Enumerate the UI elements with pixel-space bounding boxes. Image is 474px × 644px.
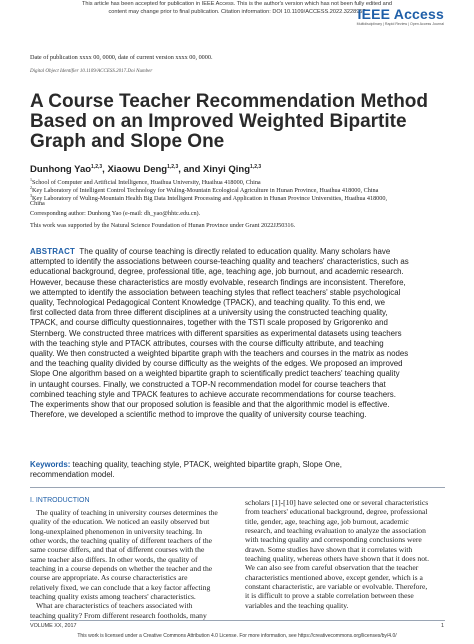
body-line: same course differs, and that of different courses with the <box>30 545 205 555</box>
volume-label: VOLUME XX, 2017 <box>30 623 77 629</box>
intro-heading: I. INTRODUCTION <box>30 497 90 504</box>
body-line: teaching quality exists among teachers' characteristics. <box>30 592 196 602</box>
author-2: , Xiaowu Deng <box>102 164 168 176</box>
journal-tagline: Multidisciplinary | Rapid Review | Open Access Journal <box>356 22 444 26</box>
author-1: Dunhong Yao <box>30 164 92 176</box>
body-line: constant characteristic, are variable or evolvable. Therefore, <box>245 582 428 592</box>
accepted-notice: This article has been accepted for publication in IEEE Access. This is the author's version which has not been fully edited and <box>81 1 393 7</box>
author-list <box>30 164 261 175</box>
body-line: teaching in a course depends on whether the teacher and the <box>30 564 213 574</box>
funding-note: This work was supported by the Natural Science Foundation of Hunan Province under Grant 2022JJ50316. <box>30 222 296 229</box>
abstract-line: However, because these characteristics are mostly evolvable, research findings are inconsistent. Therefore, <box>30 277 406 287</box>
body-line: same teacher also differs. In other words, the quality of <box>30 554 198 564</box>
body-line: quality of the education. We noticed an easily observed but <box>30 517 210 527</box>
abstract-line: and the teaching quality divided by course difficulty as the weights of the edges. We proposed an improved <box>30 359 403 369</box>
abstract-line: in untaught courses. Finally, we constructed a TOP-N recommendation model for course teachers that <box>30 379 386 389</box>
keywords-text: teaching quality, teaching style, PTACK, weighted bipartite graph, Slope One, <box>70 460 342 469</box>
abstract-line: quality. We then constructed a weighted bipartite graph with the teachers and courses in the matrix as nodes <box>30 349 409 359</box>
publication-dates: Date of publication xxxx 00, 0000, date of current version xxxx 00, 0000. <box>30 54 213 61</box>
body-line: from teachers' educational background, degree, professional <box>245 507 428 517</box>
body-line: course are appropriate. As course characteristics are <box>30 573 188 583</box>
abstract-line: The experiments show that our proposed solution is feasible and that the algorithmic model is effective. <box>30 400 390 410</box>
affiliation-3-cont: China <box>30 200 45 207</box>
author-2-sup: 1,2,3 <box>167 164 179 170</box>
section-divider <box>30 487 445 488</box>
author-3: , and Xinyi Qing <box>178 164 251 176</box>
body-line: drawn. Some studies have shown that it correlates with <box>245 544 413 554</box>
body-line: long-unexplained phenomenon in university teaching. In <box>30 526 203 536</box>
body-line: We can also see from careful observation that the teacher <box>245 563 419 573</box>
affiliation-text: Key Laboratory of Wuling-Mountain Health Big Data Intelligent Processing and Application in Hunan Province Universities, Huaihua 418000, <box>32 195 388 203</box>
author-3-sup: 1,2,3 <box>250 164 262 170</box>
license-line: This work is licensed under a Creative Commons Attribution 4.0 License. For more information, see https://creativecommons.org/licenses/by/4.0/ <box>77 633 397 639</box>
abstract-line: Slope One algorithm based on a weighted bipartite graph to scientifically predict teachers' teaching quality <box>30 369 400 379</box>
body-line: teaching quality? From different research footholds, many <box>30 610 207 620</box>
abstract-line: educational background, degree, professional title, age, teaching age, job burnout, and academic research. <box>30 267 404 277</box>
footer-divider <box>30 620 445 621</box>
journal-logo-text: IEEE Access <box>357 6 444 22</box>
affiliation-text: Key Laboratory of Intelligent Control Technology for Wuling-Mountain Ecological Agriculture in Hunan Province, Huaihua 418000, China <box>32 187 379 195</box>
corresponding-author: Corresponding author: Dunhong Yao (e-mail: dh_yao@hhtc.edu.cn). <box>30 210 201 217</box>
abstract-line: quality, Technological Pedagogical Content Knowledge (TPACK), and teaching quality. To this end, we <box>30 298 386 308</box>
body-line: other words, the teaching quality of different teachers of the <box>30 536 213 546</box>
body-line: research, and teaching evaluation to analyze the association <box>245 526 426 536</box>
abstract-line: Therefore, we developed a scientific method to improve the quality of university course teaching. <box>30 410 367 420</box>
title-line-1: A Course Teacher Recommendation Method <box>30 91 429 112</box>
body-line: title, gender, age, teaching age, job burnout, academic <box>245 516 409 526</box>
body-line: with teaching quality and corresponding conclusions were <box>245 535 422 545</box>
author-1-sup: 1,2,3 <box>91 164 103 170</box>
paper-title <box>30 92 450 152</box>
body-line: characteristics mentioned above, except gender, which is a <box>245 572 423 582</box>
citation-notice: content may change prior to final publication. Citation information: DOI 10.1109/ACCESS.2022.3228957 <box>108 9 366 15</box>
abstract-label: ABSTRACT <box>30 247 75 256</box>
abstract-line: first collected data from three different disciplines at a university using the constructed teaching quality, <box>30 308 388 318</box>
intro-left-column <box>30 508 235 620</box>
ieee-access-logo <box>357 6 444 22</box>
abstract-line: we attempted to identify the association between teaching styles that reflect teachers' stable psychological <box>30 287 401 297</box>
affiliation-text: School of Computer and Artificial Intelligence, Huaihua University, Huaihua 418000, China <box>32 179 261 187</box>
abstract-line: Sternberg. We constructed three matrices with different sparsities as experimental datasets using teachers <box>30 328 402 338</box>
body-line: variables and the teaching quality. <box>245 600 349 610</box>
abstract-line: combined teaching style and TPACK features to achieve accurate recommendations for course teachers. <box>30 389 396 399</box>
title-line-3: Graph and Slope One <box>30 131 225 152</box>
abstract-line: with the teaching style and PTACK attributes, courses with the course difficulty attribute, and teaching <box>30 338 384 348</box>
doi-line: Digital Object Identifier 10.1109/ACCESS.2017.Doi Number <box>30 69 153 74</box>
body-line: relatively fixed, we can conclude that a key factor affecting <box>30 582 211 592</box>
affiliation-num: 3 <box>30 193 32 198</box>
keywords-text-cont: recommendation model. <box>30 470 115 480</box>
abstract-line: attempted to identify the associations between course-teaching quality and teachers' characteristics, such as <box>30 257 409 267</box>
abstract-line: TPACK, and course difficulty questionnaires, together with the TSTI scale proposed by Grigorenko and <box>30 318 388 328</box>
abstract <box>30 247 445 420</box>
affiliation-3 <box>30 192 387 203</box>
body-line: The quality of teaching in university courses determines the <box>36 508 218 517</box>
affiliation-num: 2 <box>30 185 32 190</box>
keywords-label: Keywords: <box>30 460 71 469</box>
body-line: scholars [1]-[10] have selected one or several characteristics <box>245 498 429 507</box>
intro-right-column <box>245 498 450 610</box>
page-number: 1 <box>441 623 444 629</box>
abstract-line: The quality of course teaching is directly related to education quality. Many scholars have <box>79 247 391 256</box>
affiliation-num: 1 <box>30 177 32 182</box>
title-line-2: Based on an Improved Weighted Bipartite <box>30 111 407 132</box>
body-line: What are characteristics of teachers associated with <box>36 601 193 611</box>
keywords <box>30 460 445 480</box>
body-line: it is difficult to prove a stable correlation between these <box>245 591 414 601</box>
body-line: teaching quality, whereas others have shown that it does not. <box>245 554 430 564</box>
